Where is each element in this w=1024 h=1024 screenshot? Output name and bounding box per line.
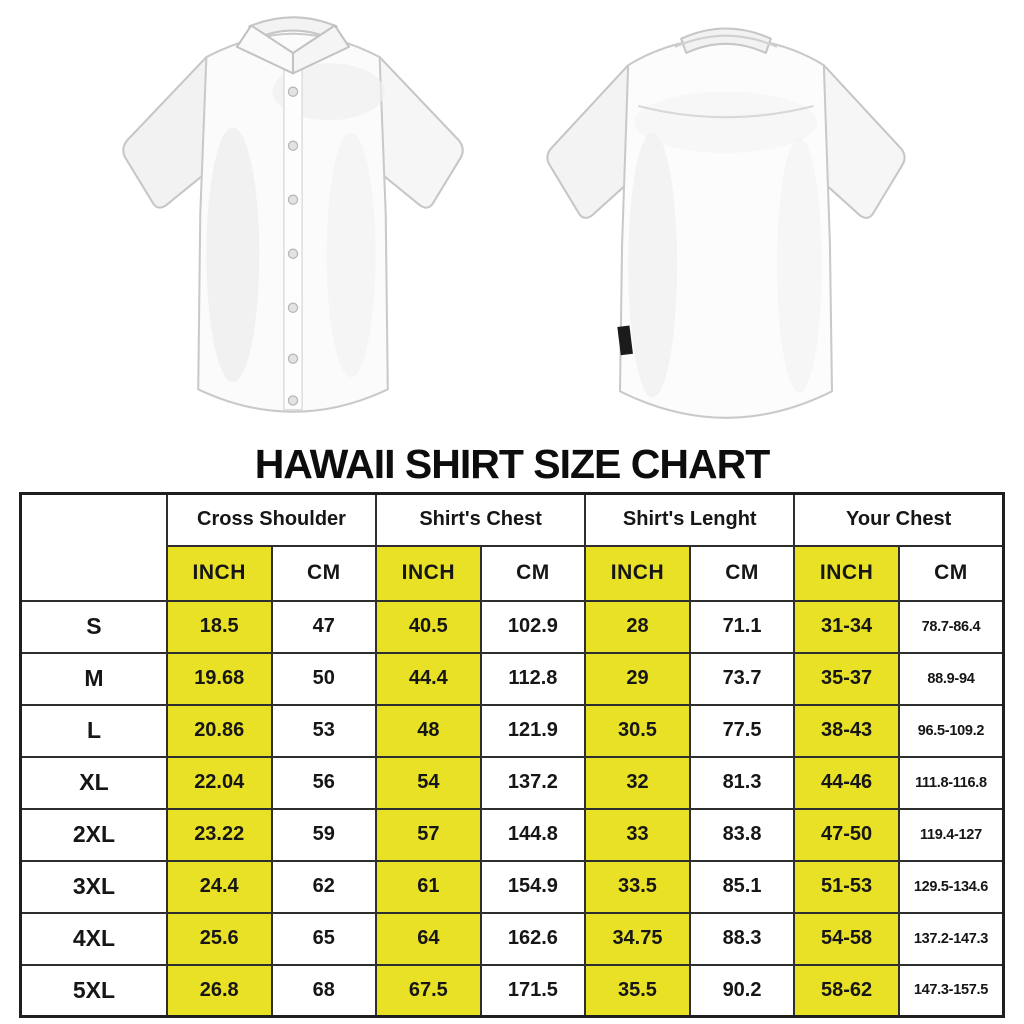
cell: 62 — [272, 861, 377, 913]
table-row-2xl — [21, 809, 1004, 861]
cell: 26.8 — [167, 965, 272, 1017]
size-label: 5XL — [21, 965, 167, 1017]
unit-header-row — [21, 546, 1004, 601]
cell: 154.9 — [481, 861, 586, 913]
cell: 44-46 — [794, 757, 899, 809]
group-header-your-chest: Your Chest — [794, 494, 1003, 546]
size-label: L — [21, 705, 167, 757]
cell: 81.3 — [690, 757, 795, 809]
table-row-s — [21, 601, 1004, 653]
cell: 44.4 — [376, 653, 481, 705]
size-column-header — [21, 494, 167, 601]
unit-header-inch: INCH — [167, 546, 272, 601]
size-label: 2XL — [21, 809, 167, 861]
cell: 137.2-147.3 — [899, 913, 1004, 965]
unit-header-cm: CM — [899, 546, 1004, 601]
size-table — [19, 492, 1005, 1018]
cell: 54 — [376, 757, 481, 809]
size-label: S — [21, 601, 167, 653]
size-label: XL — [21, 757, 167, 809]
unit-header-inch: INCH — [376, 546, 481, 601]
cell: 119.4-127 — [899, 809, 1004, 861]
cell: 50 — [272, 653, 377, 705]
cell: 96.5-109.2 — [899, 705, 1004, 757]
shirt-back-image — [522, 0, 930, 433]
cell: 73.7 — [690, 653, 795, 705]
cell: 28 — [585, 601, 690, 653]
table-row-4xl — [21, 913, 1004, 965]
cell: 162.6 — [481, 913, 586, 965]
unit-header-inch: INCH — [585, 546, 690, 601]
table-row-3xl — [21, 861, 1004, 913]
size-table-zone — [19, 492, 1005, 1016]
shirt-front-image — [94, 0, 492, 433]
cell: 171.5 — [481, 965, 586, 1017]
table-row-l — [21, 705, 1004, 757]
cell: 56 — [272, 757, 377, 809]
cell: 102.9 — [481, 601, 586, 653]
cell: 35-37 — [794, 653, 899, 705]
cell: 33.5 — [585, 861, 690, 913]
cell: 111.8-116.8 — [899, 757, 1004, 809]
cell: 31-34 — [794, 601, 899, 653]
cell: 65 — [272, 913, 377, 965]
shirt-front-graphic — [94, 0, 492, 428]
cell: 23.22 — [167, 809, 272, 861]
cell: 144.8 — [481, 809, 586, 861]
size-label: 3XL — [21, 861, 167, 913]
group-header-cross-shoulder: Cross Shoulder — [167, 494, 376, 546]
cell: 88.9-94 — [899, 653, 1004, 705]
unit-header-cm: CM — [272, 546, 377, 601]
cell: 47 — [272, 601, 377, 653]
cell: 58-62 — [794, 965, 899, 1017]
cell: 53 — [272, 705, 377, 757]
cell: 18.5 — [167, 601, 272, 653]
cell: 24.4 — [167, 861, 272, 913]
cell: 68 — [272, 965, 377, 1017]
group-header-row — [21, 494, 1004, 546]
cell: 25.6 — [167, 913, 272, 965]
cell: 137.2 — [481, 757, 586, 809]
cell: 30.5 — [585, 705, 690, 757]
group-header-shirts-length: Shirt's Lenght — [585, 494, 794, 546]
group-header-shirts-chest: Shirt's Chest — [376, 494, 585, 546]
chart-title-bar — [0, 438, 1024, 490]
cell: 22.04 — [167, 757, 272, 809]
cell: 57 — [376, 809, 481, 861]
cell: 121.9 — [481, 705, 586, 757]
unit-header-inch: INCH — [794, 546, 899, 601]
cell: 77.5 — [690, 705, 795, 757]
cell: 51-53 — [794, 861, 899, 913]
cell: 83.8 — [690, 809, 795, 861]
cell: 47-50 — [794, 809, 899, 861]
cell: 34.75 — [585, 913, 690, 965]
table-row-xl — [21, 757, 1004, 809]
cell: 71.1 — [690, 601, 795, 653]
page-title: HAWAII SHIRT SIZE CHART — [254, 440, 770, 487]
cell: 20.86 — [167, 705, 272, 757]
cell: 90.2 — [690, 965, 795, 1017]
cell: 38-43 — [794, 705, 899, 757]
cell: 48 — [376, 705, 481, 757]
unit-header-cm: CM — [481, 546, 586, 601]
unit-header-cm: CM — [690, 546, 795, 601]
cell: 88.3 — [690, 913, 795, 965]
cell: 61 — [376, 861, 481, 913]
cell: 129.5-134.6 — [899, 861, 1004, 913]
table-row-m — [21, 653, 1004, 705]
cell: 67.5 — [376, 965, 481, 1017]
cell: 40.5 — [376, 601, 481, 653]
cell: 32 — [585, 757, 690, 809]
cell: 33 — [585, 809, 690, 861]
size-label: M — [21, 653, 167, 705]
table-row-5xl — [21, 965, 1004, 1017]
cell: 85.1 — [690, 861, 795, 913]
cell: 29 — [585, 653, 690, 705]
cell: 147.3-157.5 — [899, 965, 1004, 1017]
cell: 64 — [376, 913, 481, 965]
cell: 19.68 — [167, 653, 272, 705]
cell: 35.5 — [585, 965, 690, 1017]
size-label: 4XL — [21, 913, 167, 965]
cell: 54-58 — [794, 913, 899, 965]
cell: 78.7-86.4 — [899, 601, 1004, 653]
shirt-photos-section — [0, 0, 1024, 438]
cell: 59 — [272, 809, 377, 861]
shirt-back-graphic — [522, 0, 930, 428]
cell: 112.8 — [481, 653, 586, 705]
